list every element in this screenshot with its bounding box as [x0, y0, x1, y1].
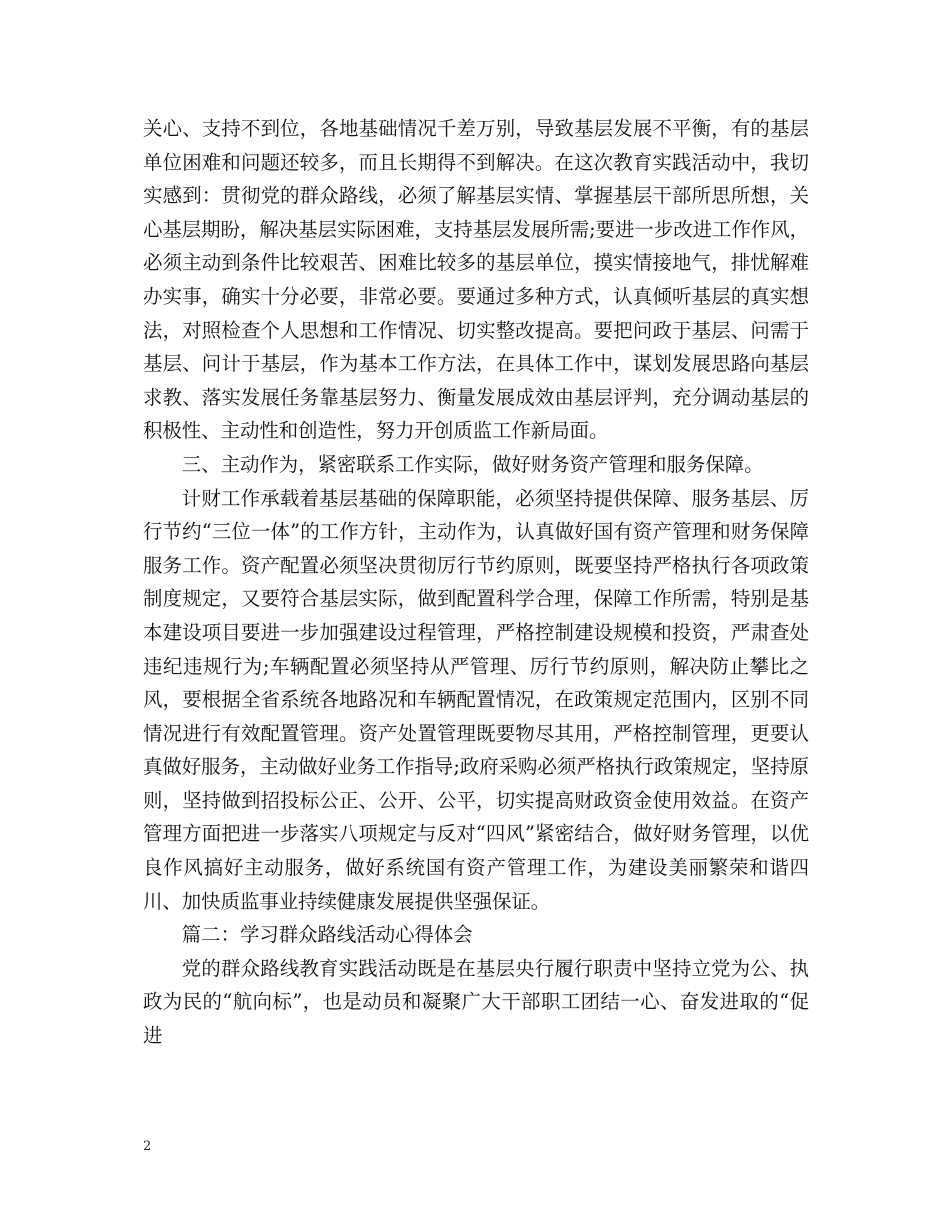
document-body [143, 112, 809, 1053]
paragraph-continuation: 关心、支持不到位，各地基础情况千差万别，导致基层发展不平衡，有的基层单位困难和问题还较多，而且长期得不到解决。在这次教育实践活动中，我切实感到：贯彻党的群众路线，必须了解基层实情、掌握基层干部所思所想，关心基层期盼，解决基层实际困难，支持基层发展所需;要进一步改进工作作风，必须主动到条件比较艰苦、困难比较多的基层单位，摸实情接地气，排忧解难办实事，确实十分必要，非常必要。要通过多种方式，认真倾听基层的真实想法，对照检查个人思想和工作情况、切实整改提高。要把问政于基层、问需于基层、问计于基层，作为基本工作方法，在具体工作中，谋划发展思路向基层求教、落实发展任务靠基层努力、衡量发展成效由基层评判，充分调动基层的积极性、主动性和创造性，努力开创质监工作新局面。 [143, 117, 809, 443]
section-heading-three: 三、主动作为，紧密联系工作实际，做好财务资产管理和服务保障。 [181, 452, 764, 476]
paragraph-finance-work: 计财工作承载着基层基础的保障职能，必须坚持提供保障、服务基层、厉行节约“三位一体”的工作方针，主动作为，认真做好国有资产管理和财务保障服务工作。资产配置必须坚决贯彻厉行节约原则，既要坚持严格执行各项政策制度规定，又要符合基层实际，做到配置科学合理，保障工作所需，特别是基本建设项目要进一步加强建设过程管理，严格控制建设规模和投资，严肃查处违纪违规行为;车辆配置必须坚持从严管理、厉行节约原则，解决防止攀比之风，要根据全省系统各地路况和车辆配置情况，在政策规定范围内，区别不同情况进行有效配置管理。资产处置管理既要物尽其用，严格控制管理，更要认真做好服务，主动做好业务工作指导;政府采购必须严格执行政策规定，坚持原则，坚持做到招投标公正、公开、公平，切实提高财政资金使用效益。在资产管理方面把进一步落实八项规定与反对“四风”紧密结合，做好财务管理，以优良作风搞好主动服务，做好系统国有资产管理工作，为建设美丽繁荣和谐四川、加快质监事业持续健康发展提供坚强保证。 [143, 486, 809, 913]
page-number: 2 [143, 1139, 152, 1154]
paragraph-mass-line-intro: 党的群众路线教育实践活动既是在基层央行履行职责中坚持立党为公、执政为民的“航向标”，也是动员和凝聚广大干部职工团结一心、奋发进取的“促进 [143, 956, 809, 1048]
article-title-part-two: 篇二：学习群众路线活动心得体会 [181, 923, 473, 947]
